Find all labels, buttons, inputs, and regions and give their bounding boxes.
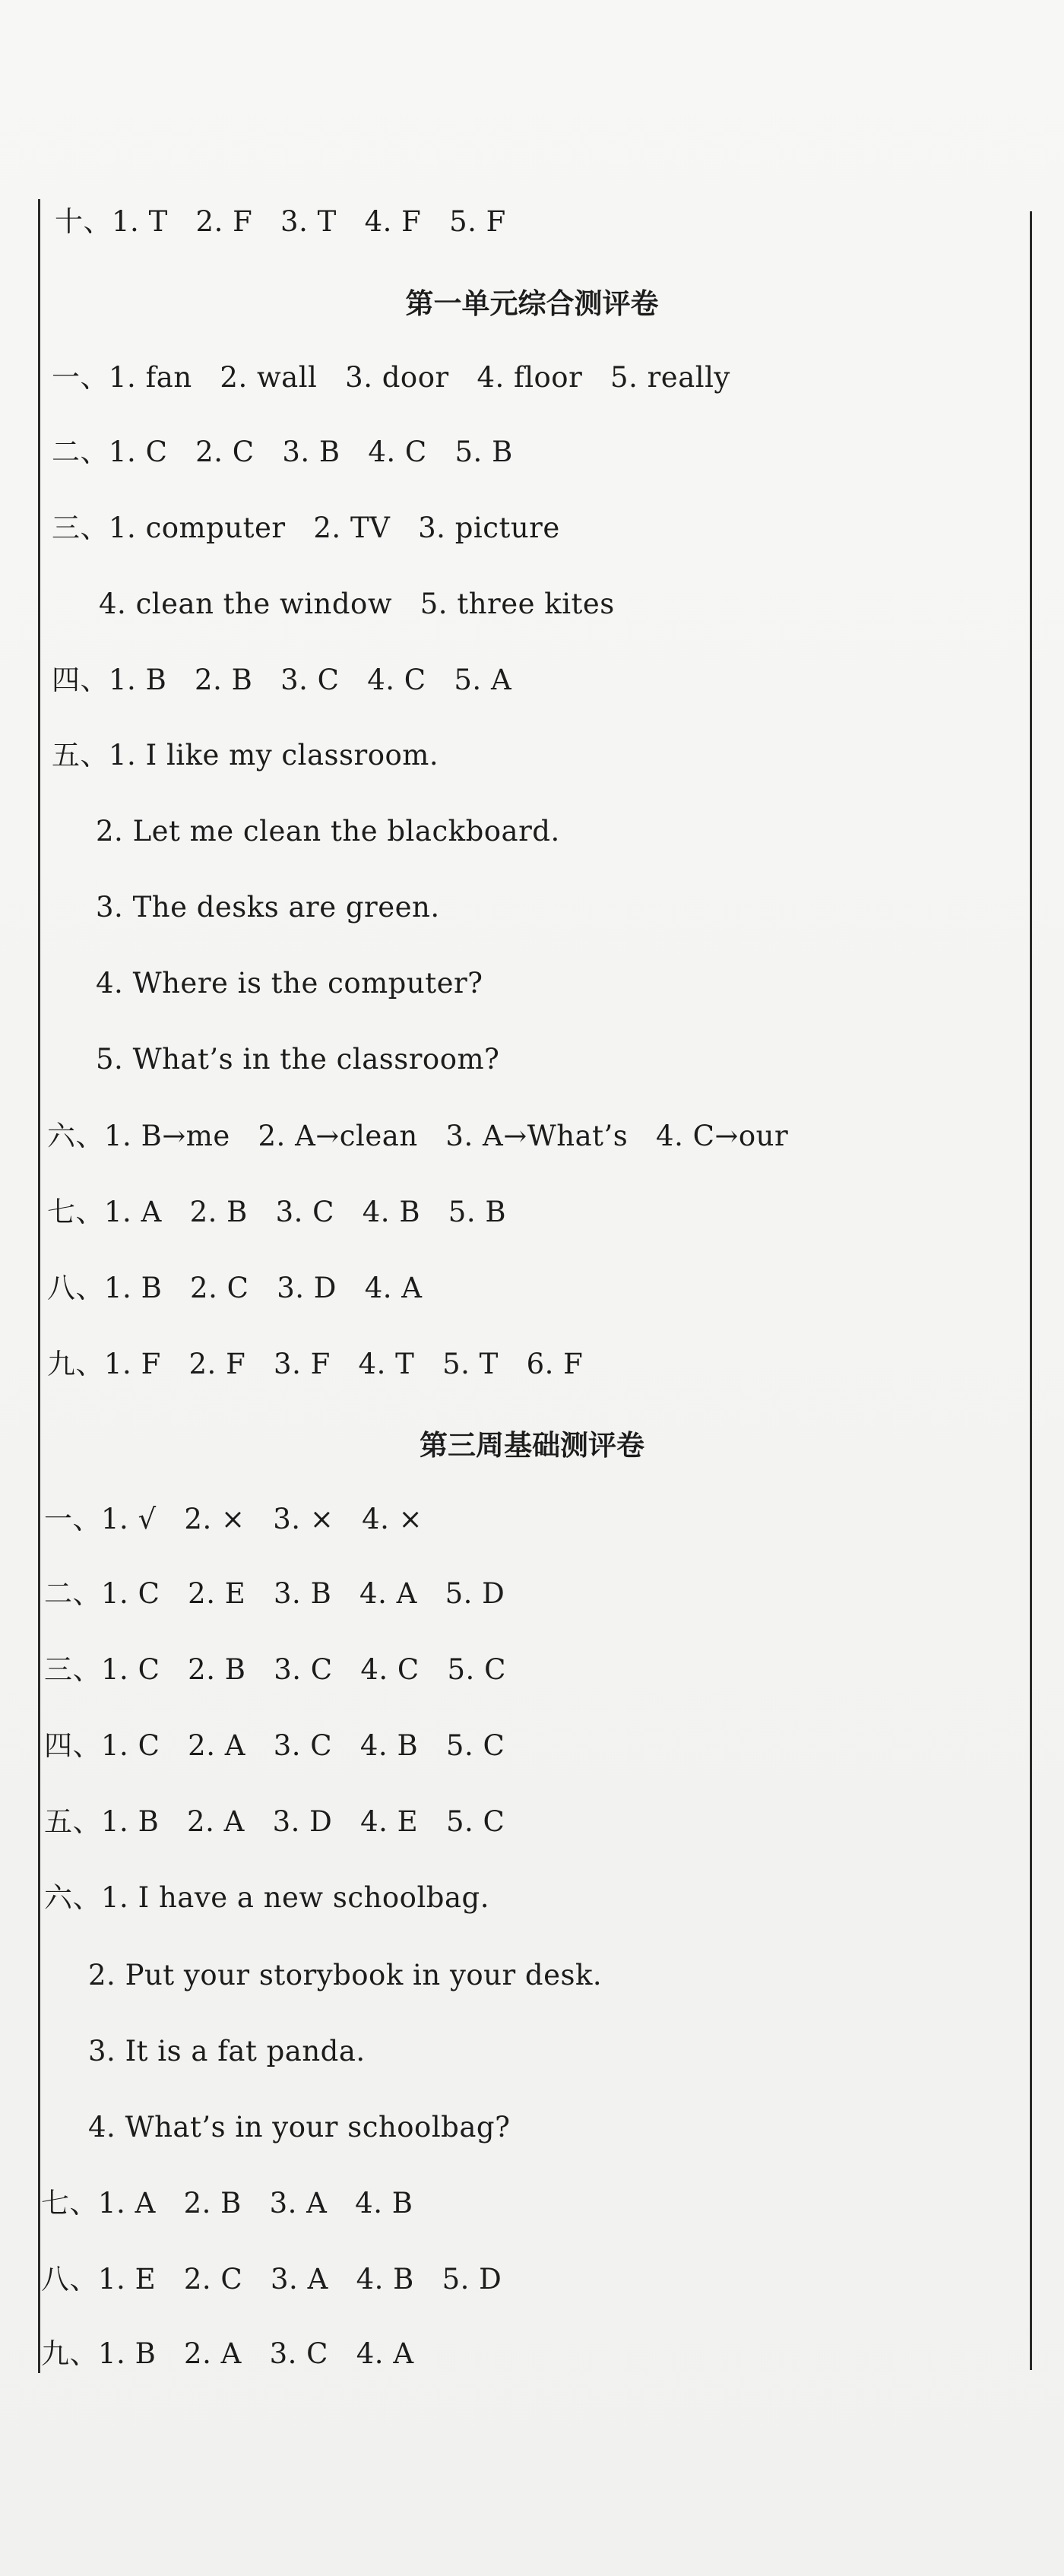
answer-line: 五、1. B 2. A 3. D 4. E 5. C — [44, 1805, 505, 1838]
answer-line: 四、1. B 2. B 3. C 4. C 5. A — [52, 664, 512, 696]
answer-line: 5. What’s in the classroom? — [96, 1043, 500, 1076]
answer-line: 2. Put your storybook in your desk. — [88, 1959, 603, 1991]
answer-line: 2. Let me clean the blackboard. — [96, 815, 560, 848]
left-margin-rule — [38, 199, 40, 2373]
answer-line: 4. Where is the computer? — [96, 967, 483, 1000]
answer-line: 七、1. A 2. B 3. C 4. B 5. B — [47, 1196, 507, 1228]
section-heading: 第三周基础测评卷 — [420, 1429, 644, 1462]
answer-line: 九、1. B 2. A 3. C 4. A — [41, 2337, 414, 2370]
answer-line: 六、1. I have a new schoolbag. — [44, 1881, 489, 1914]
answer-line: 四、1. C 2. A 3. C 4. B 5. C — [44, 1729, 505, 1762]
answer-line: 五、1. I like my classroom. — [52, 739, 439, 772]
answer-line: 3. The desks are green. — [96, 891, 440, 924]
right-margin-rule — [1030, 211, 1032, 2370]
answer-line: 十、1. T 2. F 3. T 4. F 5. F — [55, 205, 506, 238]
section-heading: 第一单元综合测评卷 — [405, 287, 659, 320]
answer-line: 一、1. √ 2. × 3. × 4. × — [44, 1503, 423, 1535]
answer-line: 八、1. B 2. C 3. D 4. A — [47, 1272, 423, 1304]
answer-line: 3. It is a fat panda. — [88, 2035, 366, 2067]
answer-line: 一、1. fan 2. wall 3. door 4. floor 5. really — [52, 361, 730, 394]
answer-line: 七、1. A 2. B 3. A 4. B — [41, 2187, 413, 2220]
answer-line: 八、1. E 2. C 3. A 4. B 5. D — [41, 2263, 502, 2296]
answer-line: 三、1. C 2. B 3. C 4. C 5. C — [44, 1653, 506, 1686]
answer-line: 六、1. B→me 2. A→clean 3. A→What’s 4. C→our — [47, 1120, 789, 1152]
answer-line: 九、1. F 2. F 3. F 4. T 5. T 6. F — [47, 1348, 584, 1380]
answer-line: 二、1. C 2. C 3. B 4. C 5. B — [52, 436, 513, 468]
answer-line: 4. clean the window 5. three kites — [99, 588, 615, 620]
answer-line: 三、1. computer 2. TV 3. picture — [52, 512, 560, 544]
answer-line: 二、1. C 2. E 3. B 4. A 5. D — [44, 1577, 505, 1610]
answer-line: 4. What’s in your schoolbag? — [88, 2111, 511, 2143]
